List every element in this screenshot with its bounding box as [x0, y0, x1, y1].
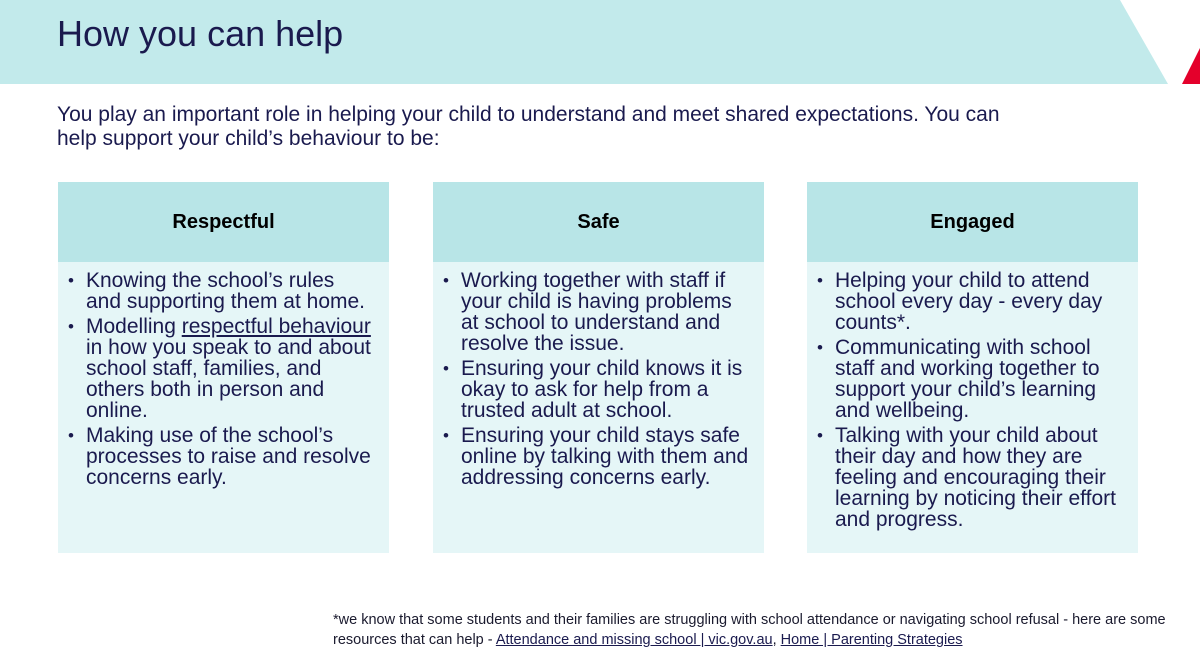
card-title-safe: Safe: [577, 210, 620, 233]
header-banner: [0, 0, 1200, 84]
list-item: • Knowing the school’s rules and supporting them at home.: [86, 270, 375, 312]
list-item-text: in how you speak to and about school staff, families, and others both in person and online.: [86, 336, 371, 422]
attendance-link[interactable]: Attendance and missing school | vic.gov.au: [495, 632, 773, 648]
bullet-list: [58, 262, 389, 488]
list-item: [86, 316, 375, 421]
list-item: • Ensuring your child stays safe online by talking with them and addressing concerns early.: [461, 425, 750, 488]
respectful-behaviour-link[interactable]: respectful behaviour: [181, 315, 371, 338]
list-item: • Ensuring your child knows it is okay to ask for help from a trusted adult at school.: [461, 358, 750, 421]
list-item: • Making use of the school’s processes to raise and resolve concerns early.: [86, 425, 375, 488]
card-header: [807, 182, 1138, 262]
intro-text: You play an important role in helping your child to understand and meet shared expectations. You can help support your child’s behaviour to be:: [57, 103, 1000, 150]
list-item: • Working together with staff if your child is having problems at school to understand and resolve the issue.: [461, 270, 750, 354]
list-item: • Communicating with school staff and working together to support your child’s learning and wellbeing.: [835, 337, 1124, 421]
footnote-separator: ,: [772, 632, 781, 648]
page-title: How you can help: [57, 13, 344, 54]
list-item: • Talking with your child about their day and how they are feeling and encouraging their learning by noticing their effort and progress.: [835, 425, 1124, 530]
card-header: [58, 182, 389, 262]
list-item-text: Modelling: [86, 315, 182, 338]
parenting-strategies-link[interactable]: Home | Parenting Strategies: [780, 632, 963, 648]
bullet-list: [807, 262, 1138, 530]
card-safe: [433, 182, 764, 553]
card-title-engaged: Engaged: [930, 210, 1015, 233]
card-engaged: [807, 182, 1138, 553]
card-header: [433, 182, 764, 262]
corner-triangle-decoration: [1120, 0, 1200, 84]
footnote: [333, 610, 1183, 650]
bullet-list: [433, 262, 764, 488]
list-item: • Helping your child to attend school every day - every day counts*.: [835, 270, 1124, 333]
card-title-respectful: Respectful: [172, 210, 275, 233]
card-respectful: [58, 182, 389, 553]
footnote-text: *we know that some students and their families are struggling with school attendance or navigating school refusal - here are some resources that can help -: [333, 612, 1166, 648]
